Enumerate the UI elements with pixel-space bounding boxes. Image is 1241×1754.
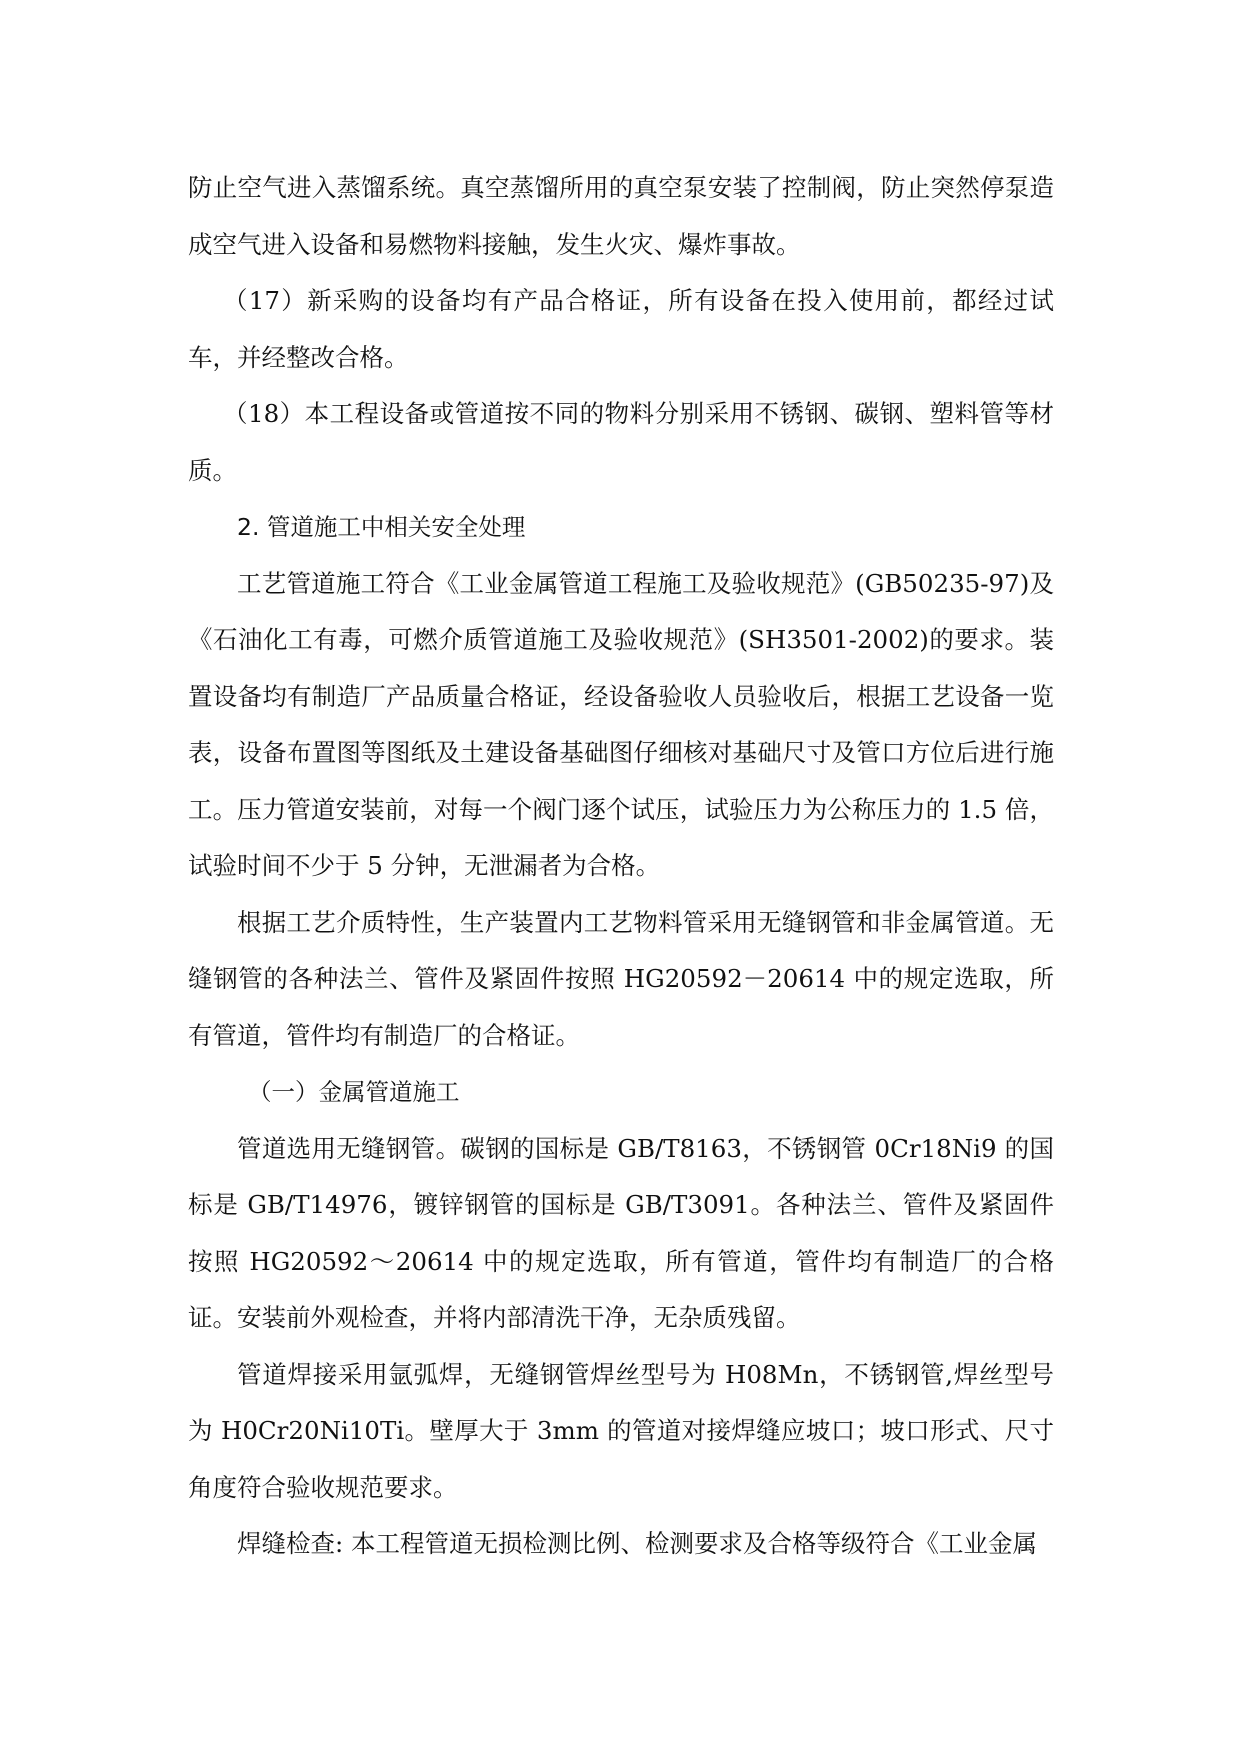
paragraph-pipeline-standards: 工艺管道施工符合《工业金属管道工程施工及验收规范》(GB50235-97)及《石油化工有毒，可燃介质管道施工及验收规范》(SH3501-2002)的要求。装置设备均有制造厂产品质量合格证，经设备验收人员验收后，根据工艺设备一览表，设备布置图等图纸及土建设备基础图仔细核对基础尺寸及管口方位后进行施工。压力管道安装前，对每一个阀门逐个试压，试验压力为公称压力的 1.5 倍，试验时间不少于 5 分钟，无泄漏者为合格。 (188, 568, 1054, 880)
paragraph-seamless-steel-pipe: 管道选用无缝钢管。碳钢的国标是 GB/T8163，不锈钢管 0Cr18Ni9 的国标是 GB/T14976，镀锌钢管的国标是 GB/T3091。各种法兰、管件及紧固件按照 HG20592～20614 中的规定选取，所有管道，管件均有制造厂的合格证。安装前外观检查，并将内部清洗干净，无杂质残留。 (188, 1133, 1054, 1332)
paragraph-item-18: （18）本工程设备或管道按不同的物料分别采用不锈钢、碳钢、塑料管等材质。 (188, 399, 1054, 485)
document-body (188, 160, 1054, 1573)
section-heading-pipeline-safety: 2. 管道施工中相关安全处理 (237, 513, 526, 541)
subsection-heading-metal-pipeline: （一）金属管道施工 (248, 1078, 460, 1106)
paragraph-welding: 管道焊接采用氩弧焊，无缝钢管焊丝型号为 H08Mn，不锈钢管,焊丝型号为 H0Cr20Ni10Ti。壁厚大于 3mm 的管道对接焊缝应坡口；坡口形式、尺寸角度符合验收规范要求。 (188, 1359, 1054, 1502)
paragraph-pipe-materials: 根据工艺介质特性，生产装置内工艺物料管采用无缝钢管和非金属管道。无缝钢管的各种法兰、管件及紧固件按照 HG20592－20614 中的规定选取，所有管道，管件均有制造厂的合格证。 (188, 907, 1054, 1050)
paragraph-item-17: （17）新采购的设备均有产品合格证，所有设备在投入使用前，都经过试车，并经整改合格。 (188, 286, 1054, 372)
paragraph-vacuum-distillation: 防止空气进入蒸馏系统。真空蒸馏所用的真空泵安装了控制阀，防止突然停泵造成空气进入设备和易燃物料接触，发生火灾、爆炸事故。 (188, 173, 1054, 259)
paragraph-weld-inspection: 焊缝检查: 本工程管道无损检测比例、检测要求及合格等级符合《工业金属 (237, 1529, 1038, 1558)
